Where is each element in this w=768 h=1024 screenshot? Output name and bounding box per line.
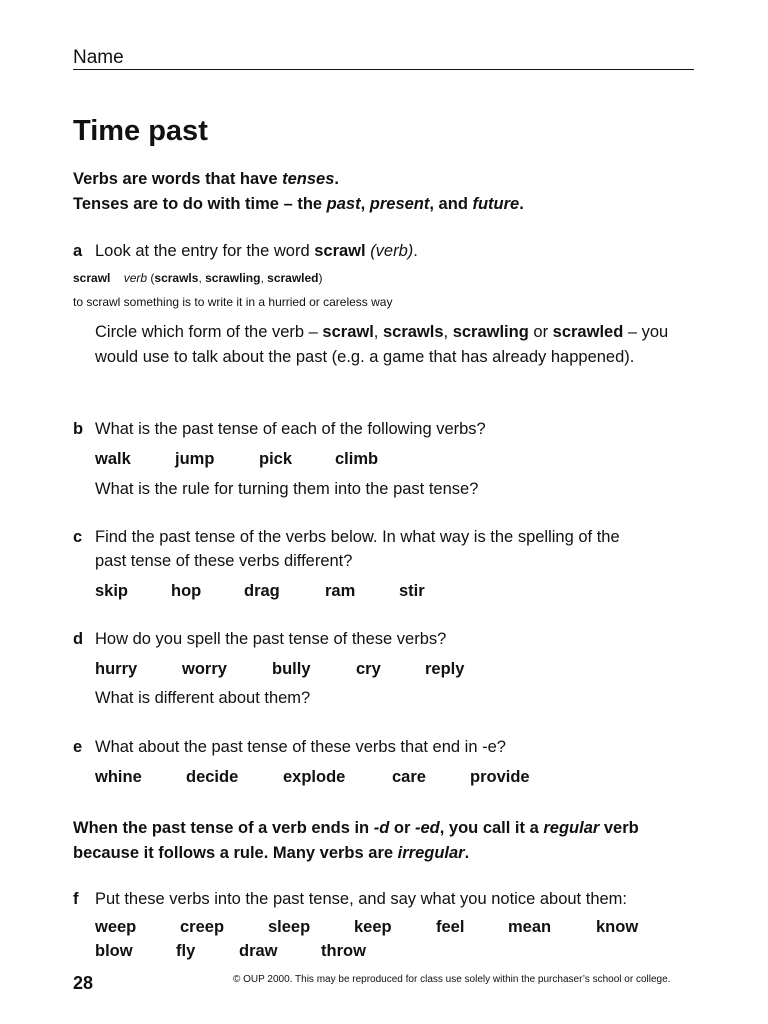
verb-word: sleep — [268, 918, 311, 936]
verb-word: care — [392, 768, 426, 786]
verb-list-e — [95, 768, 530, 787]
verb-word: explode — [283, 768, 346, 786]
verb-word: know — [596, 918, 639, 936]
question-letter: b — [73, 420, 84, 438]
intro-line-1: Verbs are words that have tenses. — [73, 170, 339, 188]
name-label: Name — [73, 47, 124, 68]
question-text: Put these verbs into the past tense, and say what you notice about them: — [95, 890, 627, 908]
question-letter: f — [73, 890, 79, 908]
verb-word: drag — [244, 582, 280, 600]
verb-word: decide — [186, 768, 239, 786]
verb-word: jump — [175, 450, 215, 468]
verb-word: worry — [182, 660, 227, 678]
dictionary-definition: to scrawl something is to write it in a hurried or careless way — [73, 295, 393, 309]
verb-word: provide — [470, 768, 530, 786]
question-letter: a — [73, 242, 83, 260]
verb-word: skip — [95, 582, 129, 600]
verb-word: whine — [95, 768, 142, 786]
verb-word: climb — [335, 450, 379, 468]
question-letter: d — [73, 630, 84, 648]
verb-word: creep — [180, 918, 225, 936]
verb-word: blow — [95, 942, 133, 960]
verb-word: mean — [508, 918, 552, 936]
question-text: What is the past tense of each of the following verbs? — [95, 420, 486, 438]
verb-word: pick — [259, 450, 293, 468]
verb-word: feel — [436, 918, 465, 936]
verb-word: walk — [95, 450, 131, 468]
verb-word: weep — [95, 918, 137, 936]
question-letter: c — [73, 528, 83, 546]
verb-word: hop — [171, 582, 202, 600]
page-title: Time past — [73, 115, 208, 147]
question-b-followup: What is the rule for turning them into the past tense? — [95, 480, 479, 498]
regular-verb-rule: When the past tense of a verb ends in -d or -ed, you call it a regular verb because it follows a rule. Many verbs are irregular. — [73, 819, 639, 862]
question-text: What about the past tense of these verbs that end in -e? — [95, 738, 506, 756]
verb-word: hurry — [95, 660, 138, 678]
verb-list-c — [95, 582, 425, 601]
verb-list-f-row-2 — [95, 942, 366, 961]
verb-list-b — [95, 450, 378, 469]
dictionary-entry: scrawl verb (scrawls, scrawling, scrawled) — [73, 271, 323, 285]
verb-word: bully — [272, 660, 311, 678]
name-write-line — [73, 69, 694, 70]
verb-word: ram — [325, 582, 356, 600]
copyright-notice: © OUP 2000. This may be reproduced for class use solely within the purchaser’s school or college. — [233, 974, 671, 985]
question-c-line-2: past tense of these verbs different? — [95, 552, 353, 570]
page-number: 28 — [73, 973, 94, 993]
question-text: Find the past tense of the verbs below. In what way is the spelling of the — [95, 528, 620, 546]
intro-line-2: Tenses are to do with time – the past, present, and future. — [73, 195, 524, 213]
verb-list-f-row-1 — [95, 918, 638, 937]
question-letter: e — [73, 738, 83, 756]
question-text: How do you spell the past tense of these verbs? — [95, 630, 447, 648]
verb-word: keep — [354, 918, 392, 936]
verb-word: stir — [399, 582, 425, 600]
verb-word: reply — [425, 660, 465, 678]
verb-word: throw — [321, 942, 366, 960]
verb-word: draw — [239, 942, 278, 960]
question-d-followup: What is different about them? — [95, 689, 311, 707]
verb-list-d — [95, 660, 464, 679]
verb-word: cry — [356, 660, 381, 678]
verb-word: fly — [176, 942, 196, 960]
question-text: Look at the entry for the word scrawl (verb). — [95, 242, 418, 260]
question-a-instruction: Circle which form of the verb – scrawl, scrawls, scrawling or scrawled – you would use to talk about the past (e.g. a game that has already happened). — [95, 323, 669, 366]
